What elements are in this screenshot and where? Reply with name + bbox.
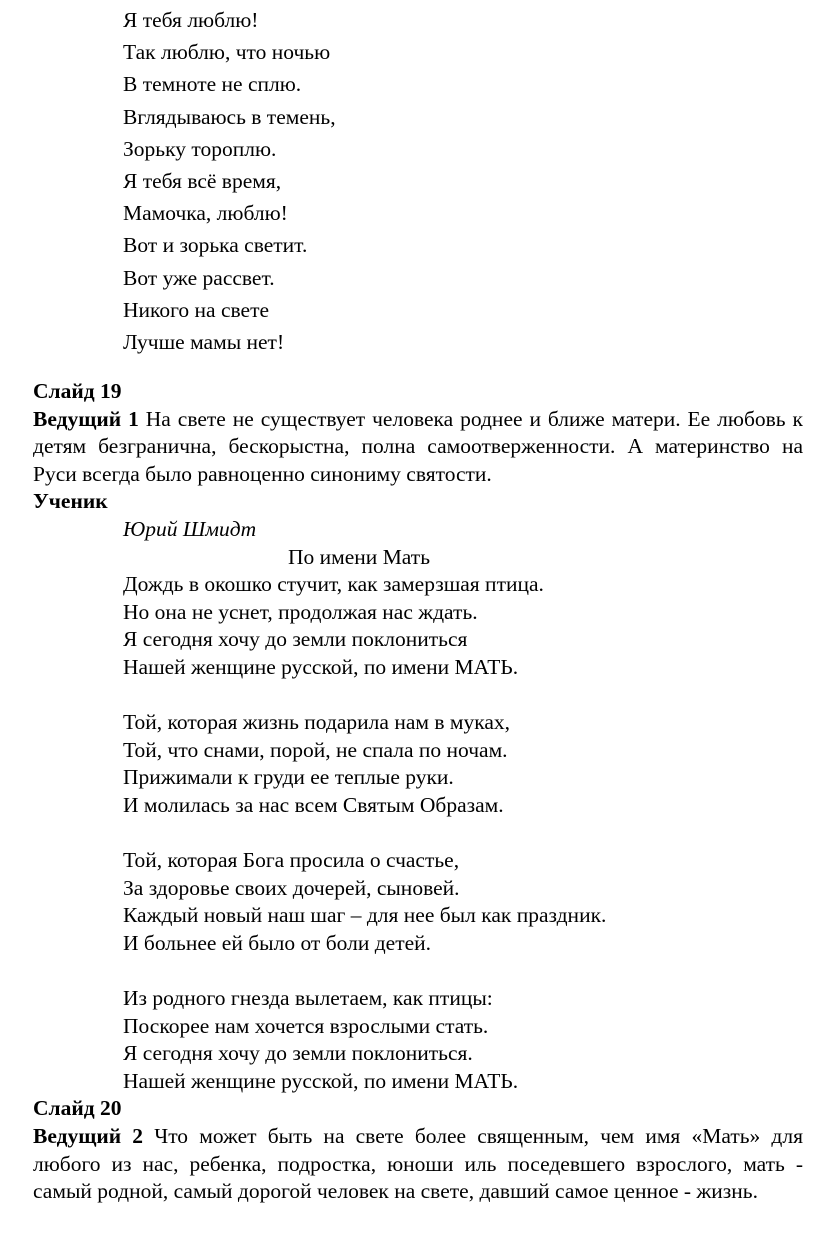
- poem-line: Никого на свете: [123, 297, 270, 322]
- poem-line: Я сегодня хочу до земли поклониться: [123, 627, 468, 652]
- poem-line: Зорьку тороплю.: [123, 136, 277, 161]
- speaker-label: Ведущий 1: [33, 406, 139, 431]
- poem-line: Нашей женщине русской, по имени МАТЬ.: [123, 1068, 519, 1093]
- poem-line: Лучше мамы нет!: [123, 330, 285, 355]
- poem-line: За здоровье своих дочерей, сыновей.: [123, 875, 460, 900]
- host-2-speech: [33, 1123, 803, 1206]
- opening-poem: [123, 4, 336, 358]
- poem-line: Той, что снами, порой, не спала по ночам.: [123, 737, 508, 762]
- poem-stanza-1: [33, 571, 803, 681]
- poem-line: Вот и зорька светит.: [123, 233, 308, 258]
- poem-line: Из родного гнезда вылетаем, как птицы:: [123, 986, 493, 1011]
- poem-line: Той, которая Бога просила о счастье,: [123, 848, 460, 873]
- poem-stanza-2: [33, 709, 803, 819]
- poem-line: Я тебя всё время,: [123, 169, 282, 194]
- poem-stanza-3: [33, 847, 803, 957]
- poem-author: Юрий Шмидт: [123, 516, 257, 541]
- speech-text: На свете не существует человека роднее и ближе матери. Ее любовь к детям безгранична, бескорыстна, полна самоотверженности. А материнство на Руси всегда было равноценно синониму святости.: [33, 406, 803, 486]
- student-label: Ученик: [33, 489, 108, 514]
- poem-line: Нашей женщине русской, по имени МАТЬ.: [123, 654, 519, 679]
- speaker-label: Ведущий 2: [33, 1124, 144, 1149]
- poem-line: Но она не уснет, продолжая нас ждать.: [123, 599, 478, 624]
- poem-line: В темноте не сплю.: [123, 72, 302, 97]
- poem-line: И молилась за нас всем Святым Образам.: [123, 792, 504, 817]
- poem-title: По имени Мать: [288, 544, 430, 569]
- host-1-speech: [33, 406, 803, 489]
- script-body: [33, 378, 803, 1206]
- slide-19-heading: Слайд 19: [33, 379, 122, 403]
- poem-line: Я сегодня хочу до земли поклониться.: [123, 1041, 473, 1066]
- poem-line: Дождь в окошко стучит, как замерзшая птица.: [123, 572, 544, 597]
- poem-line: Прижимали к груди ее теплые руки.: [123, 765, 454, 790]
- poem-line: Так люблю, что ночью: [123, 40, 331, 65]
- poem-line: Вглядываюсь в темень,: [123, 104, 336, 129]
- poem-line: Мамочка, люблю!: [123, 201, 288, 226]
- poem-line: И больнее ей было от боли детей.: [123, 930, 432, 955]
- speech-text: Что может быть на свете более священным, чем имя «Мать» для любого из нас, ребенка, подростка, юноши иль поседевшего взрослого, мать - самый родной, самый дорогой человек на свете, давший самое ценное - жизнь.: [33, 1124, 803, 1204]
- poem-line: Я тебя люблю!: [123, 8, 259, 32]
- poem-stanza-4: [33, 985, 803, 1095]
- poem-line: Каждый новый наш шаг – для нее был как праздник.: [123, 903, 607, 928]
- poem-line: Той, которая жизнь подарила нам в муках,: [123, 710, 511, 735]
- poem-line: Вот уже рассвет.: [123, 265, 275, 290]
- poem-line: Поскорее нам хочется взрослыми стать.: [123, 1013, 489, 1038]
- slide-20-heading: Слайд 20: [33, 1096, 122, 1121]
